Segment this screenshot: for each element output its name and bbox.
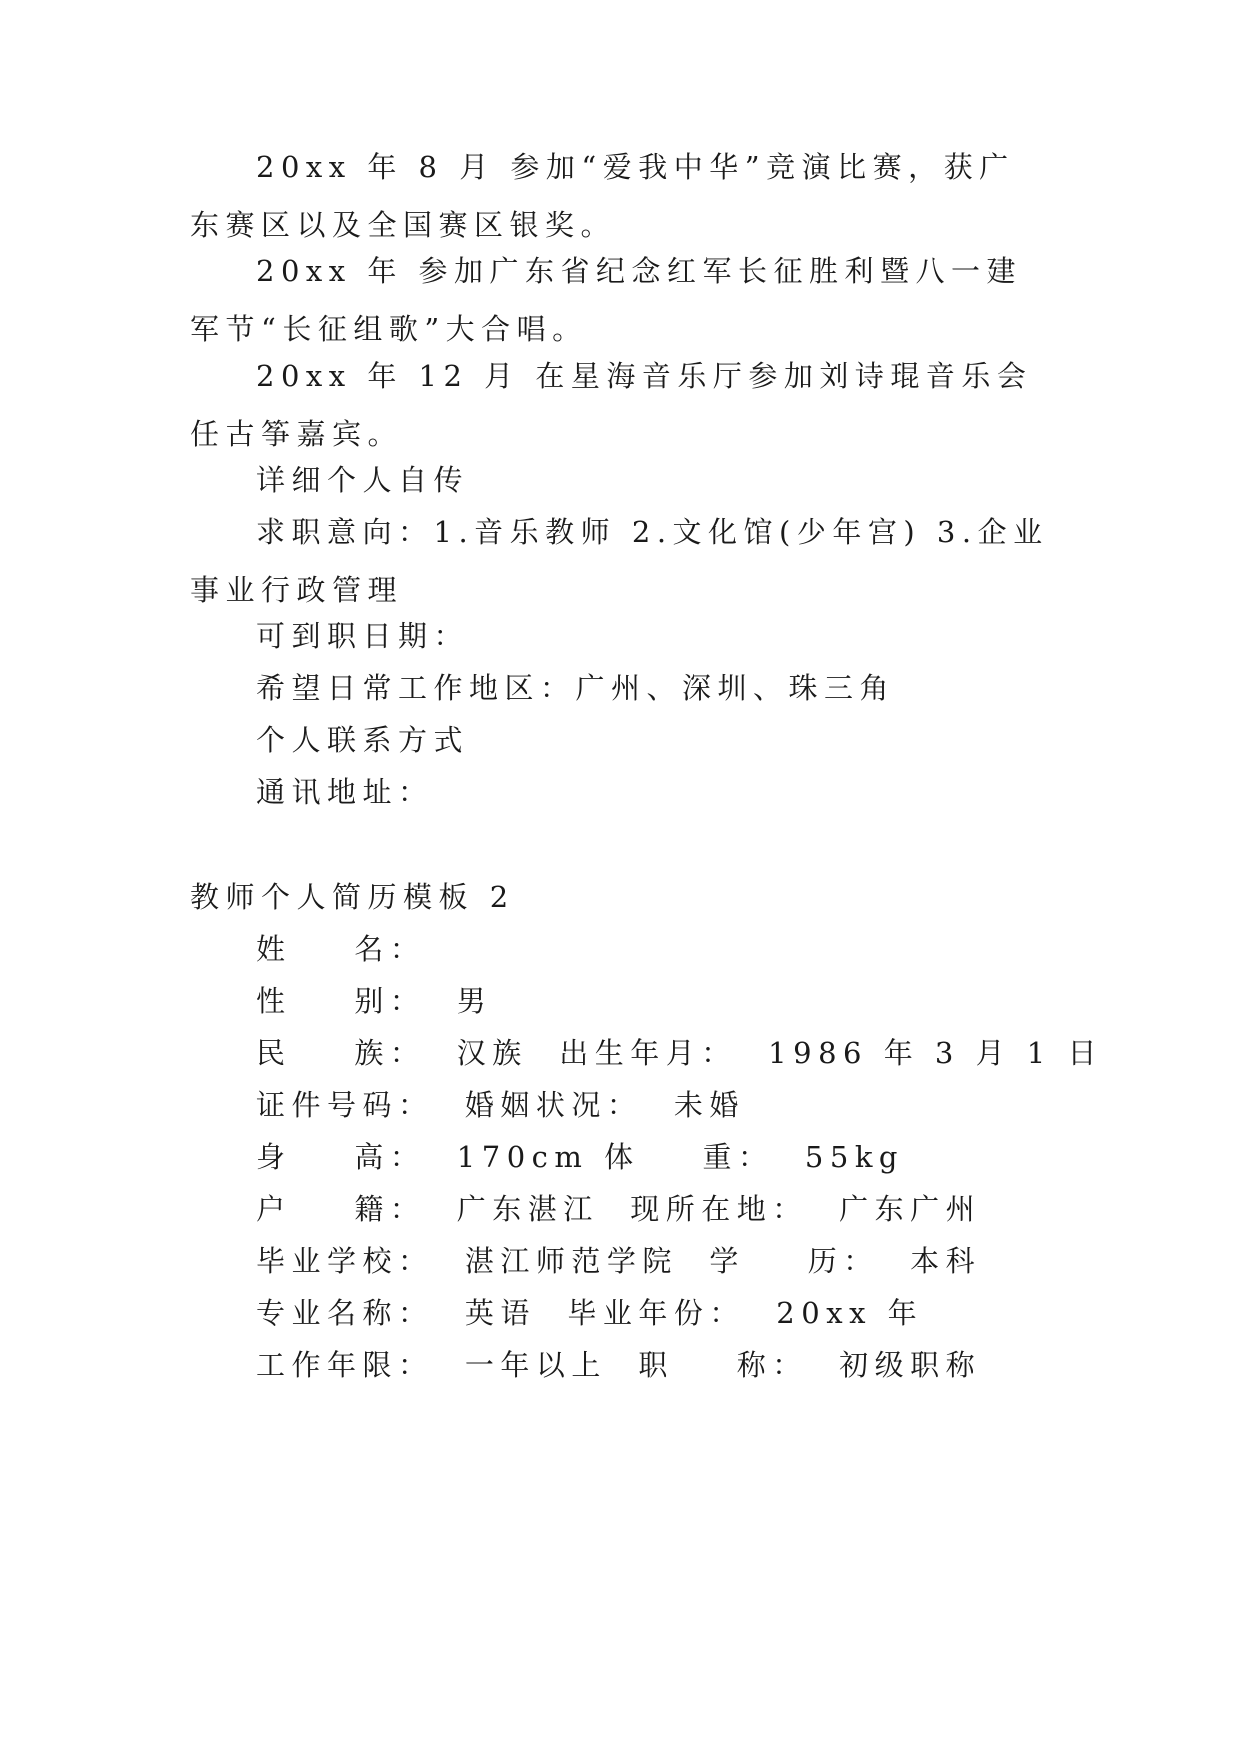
contact-title: 个人联系方式 xyxy=(256,723,470,757)
field-ethnicity-birth: 民 族： 汉族 出生年月： 1986 年 3 月 1 日 xyxy=(256,1036,1103,1070)
field-id-marital: 证件号码： 婚姻状况： 未婚 xyxy=(256,1088,745,1122)
activity-paragraph-2: 20xx 年 参加广东省纪念红军长征胜利暨八一建军节“长征组歌”大合唱。 xyxy=(190,254,1023,346)
preferred-area: 希望日常工作地区：广州、深圳、珠三角 xyxy=(256,671,896,705)
field-name: 姓 名： xyxy=(256,932,426,966)
available-date: 可到职日期： xyxy=(256,619,470,653)
activity-paragraph-3: 20xx 年 12 月 在星海音乐厅参加刘诗琨音乐会任古筝嘉宾。 xyxy=(190,359,1033,451)
resume-template-title: 教师个人简历模板 2 xyxy=(190,880,515,914)
address-label: 通讯地址： xyxy=(256,775,434,809)
field-experience-title: 工作年限： 一年以上 职 称： 初级职称 xyxy=(256,1348,982,1382)
field-major-gradyear: 专业名称： 英语 毕业年份： 20xx 年 xyxy=(256,1296,924,1330)
autobiography-title: 详细个人自传 xyxy=(256,463,470,497)
field-gender: 性 别： 男 xyxy=(256,984,493,1018)
field-height-weight: 身 高： 170cm 体 重： 55kg xyxy=(256,1140,904,1174)
activity-paragraph-1: 20xx 年 8 月 参加“爱我中华”竞演比赛，获广东赛区以及全国赛区银奖。 xyxy=(190,150,1015,242)
job-intention: 求职意向：1.音乐教师 2.文化馆(少年宫) 3.企业事业行政管理 xyxy=(190,515,1049,607)
field-school-education: 毕业学校： 湛江师范学院 学 历： 本科 xyxy=(256,1244,982,1278)
field-hukou-location: 户 籍： 广东湛江 现所在地： 广东广州 xyxy=(256,1192,982,1226)
